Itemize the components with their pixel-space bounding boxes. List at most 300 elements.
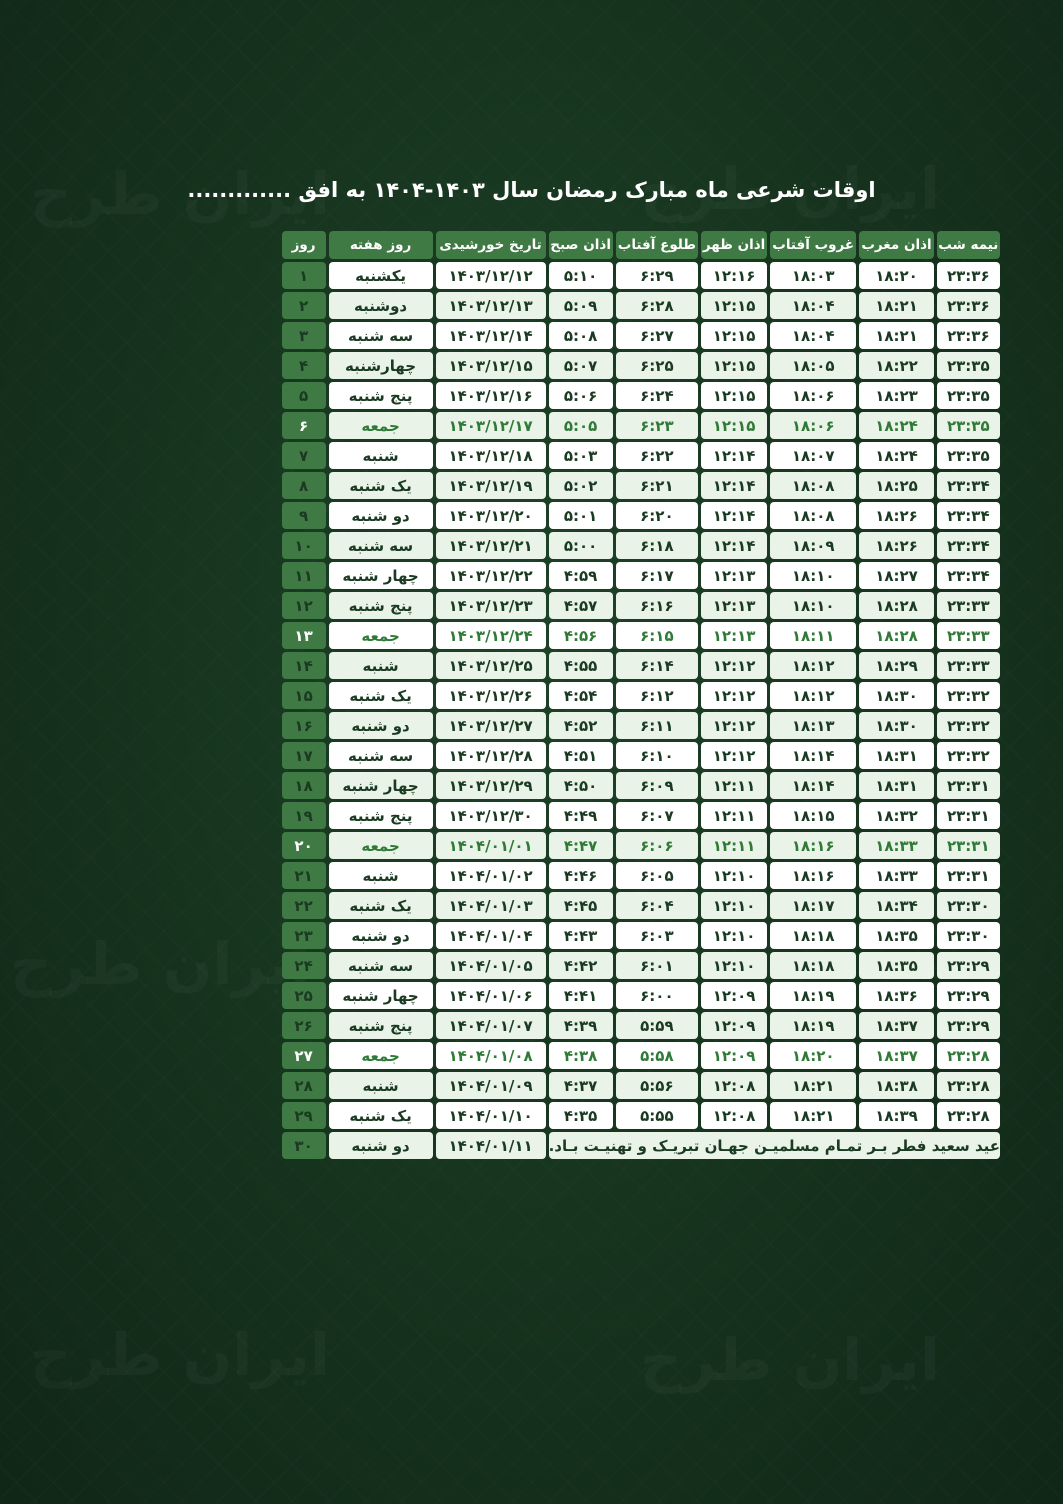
- cell-fajr: ۴:۴۳: [549, 922, 613, 949]
- cell-sunset: ۱۸:۲۱: [770, 1102, 856, 1129]
- cell-day-number: ۲۳: [282, 922, 326, 949]
- cell-sunrise: ۶:۲۸: [616, 292, 699, 319]
- cell-solar-date: ۱۴۰۳/۱۲/۱۴: [436, 322, 546, 349]
- cell-solar-date: ۱۴۰۳/۱۲/۲۵: [436, 652, 546, 679]
- cell-midnight: ۲۳:۳۳: [937, 622, 1000, 649]
- cell-solar-date: ۱۴۰۳/۱۲/۱۲: [436, 262, 546, 289]
- cell-solar-date: ۱۴۰۴/۰۱/۰۲: [436, 862, 546, 889]
- cell-weekday: سه شنبه: [329, 742, 433, 769]
- cell-maghrib: ۱۸:۳۲: [859, 802, 933, 829]
- cell-sunrise: ۶:۱۴: [616, 652, 699, 679]
- cell-midnight: ۲۳:۲۹: [937, 952, 1000, 979]
- cell-maghrib: ۱۸:۲۶: [859, 502, 933, 529]
- cell-dhuhr: ۱۲:۱۰: [701, 862, 767, 889]
- table-row: [282, 412, 1000, 439]
- cell-sunrise: ۵:۵۹: [616, 1012, 699, 1039]
- cell-sunrise: ۶:۱۵: [616, 622, 699, 649]
- cell-midnight: ۲۳:۳۴: [937, 562, 1000, 589]
- column-header-maghrib: اذان مغرب: [859, 231, 933, 259]
- cell-maghrib: ۱۸:۲۳: [859, 382, 933, 409]
- cell-weekday: دو شنبه: [329, 502, 433, 529]
- cell-dhuhr: ۱۲:۱۲: [701, 742, 767, 769]
- cell-dhuhr: ۱۲:۱۲: [701, 682, 767, 709]
- column-header-fajr: اذان صبح: [549, 231, 613, 259]
- cell-fajr: ۴:۳۷: [549, 1072, 613, 1099]
- cell-sunset: ۱۸:۱۹: [770, 982, 856, 1009]
- cell-day-number: ۱۲: [282, 592, 326, 619]
- cell-solar-date: ۱۴۰۳/۱۲/۱۶: [436, 382, 546, 409]
- table-row: [282, 1132, 1000, 1159]
- cell-midnight: ۲۳:۳۳: [937, 592, 1000, 619]
- cell-dhuhr: ۱۲:۰۸: [701, 1072, 767, 1099]
- cell-weekday: یک شنبه: [329, 682, 433, 709]
- cell-day-number: ۱۱: [282, 562, 326, 589]
- cell-weekday: چهار شنبه: [329, 772, 433, 799]
- cell-solar-date: ۱۴۰۳/۱۲/۲۷: [436, 712, 546, 739]
- cell-fajr: ۴:۳۹: [549, 1012, 613, 1039]
- cell-fajr: ۴:۴۷: [549, 832, 613, 859]
- cell-sunset: ۱۸:۱۶: [770, 832, 856, 859]
- cell-maghrib: ۱۸:۳۶: [859, 982, 933, 1009]
- cell-maghrib: ۱۸:۲۰: [859, 262, 933, 289]
- cell-fajr: ۵:۰۲: [549, 472, 613, 499]
- cell-weekday: یک شنبه: [329, 1102, 433, 1129]
- table-row: [282, 682, 1000, 709]
- cell-solar-date: ۱۴۰۳/۱۲/۱۸: [436, 442, 546, 469]
- cell-dhuhr: ۱۲:۱۴: [701, 502, 767, 529]
- cell-day-number: ۱: [282, 262, 326, 289]
- cell-solar-date: ۱۴۰۳/۱۲/۱۷: [436, 412, 546, 439]
- cell-day-number: ۲۷: [282, 1042, 326, 1069]
- cell-midnight: ۲۳:۳۱: [937, 832, 1000, 859]
- cell-weekday: جمعه: [329, 832, 433, 859]
- cell-sunrise: ۵:۵۶: [616, 1072, 699, 1099]
- cell-midnight: ۲۳:۳۲: [937, 712, 1000, 739]
- cell-maghrib: ۱۸:۲۵: [859, 472, 933, 499]
- cell-day-number: ۱۵: [282, 682, 326, 709]
- cell-day-number: ۳: [282, 322, 326, 349]
- cell-maghrib: ۱۸:۲۸: [859, 592, 933, 619]
- cell-dhuhr: ۱۲:۱۳: [701, 622, 767, 649]
- cell-sunset: ۱۸:۱۶: [770, 862, 856, 889]
- cell-dhuhr: ۱۲:۱۵: [701, 412, 767, 439]
- cell-sunrise: ۶:۰۱: [616, 952, 699, 979]
- cell-fajr: ۴:۳۸: [549, 1042, 613, 1069]
- cell-sunset: ۱۸:۰۷: [770, 442, 856, 469]
- cell-sunset: ۱۸:۰۴: [770, 322, 856, 349]
- cell-sunrise: ۶:۱۸: [616, 532, 699, 559]
- cell-solar-date: ۱۴۰۴/۰۱/۰۴: [436, 922, 546, 949]
- cell-weekday: چهار شنبه: [329, 982, 433, 1009]
- column-header-sunrise: طلوع آفتاب: [616, 231, 699, 259]
- cell-solar-date: ۱۴۰۴/۰۱/۱۰: [436, 1102, 546, 1129]
- cell-midnight: ۲۳:۳۰: [937, 922, 1000, 949]
- watermark-text: [10, 930, 310, 998]
- cell-dhuhr: ۱۲:۰۹: [701, 1012, 767, 1039]
- cell-day-number: ۲۱: [282, 862, 326, 889]
- cell-solar-date: ۱۴۰۴/۰۱/۰۳: [436, 892, 546, 919]
- cell-fajr: ۴:۵۷: [549, 592, 613, 619]
- cell-sunrise: ۶:۲۹: [616, 262, 699, 289]
- cell-weekday: سه شنبه: [329, 952, 433, 979]
- cell-fajr: ۴:۴۶: [549, 862, 613, 889]
- table-row: [282, 922, 1000, 949]
- cell-weekday: دو شنبه: [329, 712, 433, 739]
- cell-fajr: ۴:۴۹: [549, 802, 613, 829]
- cell-fajr: ۵:۰۵: [549, 412, 613, 439]
- cell-maghrib: ۱۸:۳۷: [859, 1042, 933, 1069]
- table-header-row: [282, 231, 1000, 259]
- cell-maghrib: ۱۸:۳۳: [859, 862, 933, 889]
- table-row: [282, 622, 1000, 649]
- cell-maghrib: ۱۸:۲۹: [859, 652, 933, 679]
- cell-fajr: ۵:۱۰: [549, 262, 613, 289]
- cell-dhuhr: ۱۲:۱۲: [701, 712, 767, 739]
- cell-sunset: ۱۸:۱۴: [770, 772, 856, 799]
- cell-fajr: ۴:۵۹: [549, 562, 613, 589]
- cell-dhuhr: ۱۲:۱۰: [701, 952, 767, 979]
- cell-fajr: ۴:۳۵: [549, 1102, 613, 1129]
- cell-fajr: ۵:۰۶: [549, 382, 613, 409]
- table-row: [282, 652, 1000, 679]
- cell-dhuhr: ۱۲:۱۲: [701, 652, 767, 679]
- cell-dhuhr: ۱۲:۱۴: [701, 532, 767, 559]
- cell-midnight: ۲۳:۳۶: [937, 322, 1000, 349]
- cell-maghrib: ۱۸:۳۵: [859, 922, 933, 949]
- cell-maghrib: ۱۸:۲۴: [859, 442, 933, 469]
- cell-sunset: ۱۸:۰۸: [770, 502, 856, 529]
- cell-fajr: ۵:۰۰: [549, 532, 613, 559]
- cell-midnight: ۲۳:۲۹: [937, 982, 1000, 1009]
- cell-midnight: ۲۳:۳۲: [937, 742, 1000, 769]
- table-row: [282, 952, 1000, 979]
- table-row: [282, 712, 1000, 739]
- cell-weekday: سه شنبه: [329, 322, 433, 349]
- cell-day-number: ۸: [282, 472, 326, 499]
- cell-sunrise: ۶:۰۳: [616, 922, 699, 949]
- cell-sunset: ۱۸:۰۹: [770, 532, 856, 559]
- cell-day-number: ۱۳: [282, 622, 326, 649]
- cell-sunset: ۱۸:۱۸: [770, 922, 856, 949]
- cell-maghrib: ۱۸:۳۴: [859, 892, 933, 919]
- table-row: [282, 832, 1000, 859]
- table-body: [282, 262, 1000, 1159]
- cell-sunset: ۱۸:۲۰: [770, 1042, 856, 1069]
- cell-day-number: ۲۴: [282, 952, 326, 979]
- cell-dhuhr: ۱۲:۱۳: [701, 562, 767, 589]
- cell-sunset: ۱۸:۰۸: [770, 472, 856, 499]
- table-row: [282, 772, 1000, 799]
- cell-weekday: شنبه: [329, 862, 433, 889]
- cell-dhuhr: ۱۲:۱۱: [701, 772, 767, 799]
- cell-fajr: ۴:۴۱: [549, 982, 613, 1009]
- cell-fajr: ۵:۰۸: [549, 322, 613, 349]
- cell-day-number: ۹: [282, 502, 326, 529]
- cell-dhuhr: ۱۲:۱۴: [701, 442, 767, 469]
- cell-fajr: ۵:۰۷: [549, 352, 613, 379]
- cell-weekday: شنبه: [329, 442, 433, 469]
- cell-sunrise: ۶:۱۷: [616, 562, 699, 589]
- cell-maghrib: ۱۸:۳۸: [859, 1072, 933, 1099]
- cell-solar-date: ۱۴۰۳/۱۲/۲۶: [436, 682, 546, 709]
- cell-maghrib: ۱۸:۲۶: [859, 532, 933, 559]
- cell-maghrib: ۱۸:۳۰: [859, 682, 933, 709]
- cell-midnight: ۲۳:۳۶: [937, 292, 1000, 319]
- cell-sunrise: ۶:۰۹: [616, 772, 699, 799]
- cell-dhuhr: ۱۲:۱۱: [701, 832, 767, 859]
- cell-solar-date: ۱۴۰۴/۰۱/۰۱: [436, 832, 546, 859]
- cell-midnight: ۲۳:۳۴: [937, 532, 1000, 559]
- cell-fajr: ۵:۰۱: [549, 502, 613, 529]
- cell-fajr: ۴:۵۱: [549, 742, 613, 769]
- cell-maghrib: ۱۸:۲۴: [859, 412, 933, 439]
- table-row: [282, 742, 1000, 769]
- cell-sunrise: ۶:۰۷: [616, 802, 699, 829]
- cell-solar-date: ۱۴۰۳/۱۲/۲۹: [436, 772, 546, 799]
- cell-day-number: ۲۸: [282, 1072, 326, 1099]
- table-row: [282, 532, 1000, 559]
- cell-solar-date: ۱۴۰۴/۰۱/۰۷: [436, 1012, 546, 1039]
- column-header-day: روز: [282, 231, 326, 259]
- eid-message-cell: عید سعید فطر بـر تمـام مسلمیـن جهـان تبریـک و تهنیـت بـاد.: [549, 1132, 1000, 1159]
- cell-fajr: ۵:۰۳: [549, 442, 613, 469]
- table-row: [282, 982, 1000, 1009]
- cell-dhuhr: ۱۲:۱۵: [701, 382, 767, 409]
- cell-sunset: ۱۸:۰۶: [770, 382, 856, 409]
- cell-fajr: ۴:۴۲: [549, 952, 613, 979]
- cell-weekday: یکشنبه: [329, 262, 433, 289]
- table-row: [282, 442, 1000, 469]
- cell-sunset: ۱۸:۰۶: [770, 412, 856, 439]
- cell-solar-date: ۱۴۰۳/۱۲/۲۴: [436, 622, 546, 649]
- cell-weekday: جمعه: [329, 1042, 433, 1069]
- cell-fajr: ۴:۵۲: [549, 712, 613, 739]
- cell-midnight: ۲۳:۳۶: [937, 262, 1000, 289]
- cell-maghrib: ۱۸:۲۲: [859, 352, 933, 379]
- cell-solar-date: ۱۴۰۳/۱۲/۳۰: [436, 802, 546, 829]
- cell-dhuhr: ۱۲:۰۹: [701, 982, 767, 1009]
- cell-solar-date: ۱۴۰۳/۱۲/۲۰: [436, 502, 546, 529]
- cell-day-number: ۲: [282, 292, 326, 319]
- cell-sunrise: ۶:۲۵: [616, 352, 699, 379]
- cell-solar-date: ۱۴۰۴/۰۱/۱۱: [436, 1132, 546, 1159]
- cell-day-number: ۳۰: [282, 1132, 326, 1159]
- cell-sunset: ۱۸:۱۲: [770, 652, 856, 679]
- cell-weekday: دوشنبه: [329, 292, 433, 319]
- cell-day-number: ۲۵: [282, 982, 326, 1009]
- cell-weekday: شنبه: [329, 652, 433, 679]
- cell-midnight: ۲۳:۲۸: [937, 1072, 1000, 1099]
- cell-sunrise: ۶:۰۵: [616, 862, 699, 889]
- cell-dhuhr: ۱۲:۰۸: [701, 1102, 767, 1129]
- cell-maghrib: ۱۸:۳۹: [859, 1102, 933, 1129]
- cell-sunset: ۱۸:۱۳: [770, 712, 856, 739]
- cell-dhuhr: ۱۲:۱۱: [701, 802, 767, 829]
- table-row: [282, 1042, 1000, 1069]
- cell-dhuhr: ۱۲:۰۹: [701, 1042, 767, 1069]
- cell-maghrib: ۱۸:۳۷: [859, 1012, 933, 1039]
- table-row: [282, 562, 1000, 589]
- cell-day-number: ۲۲: [282, 892, 326, 919]
- table-row: [282, 502, 1000, 529]
- cell-solar-date: ۱۴۰۳/۱۲/۱۹: [436, 472, 546, 499]
- watermark-text: [640, 1326, 940, 1394]
- cell-maghrib: ۱۸:۲۸: [859, 622, 933, 649]
- cell-day-number: ۴: [282, 352, 326, 379]
- cell-sunset: ۱۸:۱۰: [770, 562, 856, 589]
- cell-day-number: ۷: [282, 442, 326, 469]
- cell-midnight: ۲۳:۳۳: [937, 652, 1000, 679]
- column-header-dhuhr: اذان ظهر: [701, 231, 767, 259]
- cell-dhuhr: ۱۲:۱۵: [701, 352, 767, 379]
- cell-dhuhr: ۱۲:۱۵: [701, 292, 767, 319]
- column-header-sunset: غروب آفتاب: [770, 231, 856, 259]
- table-row: [282, 802, 1000, 829]
- cell-sunrise: ۵:۵۵: [616, 1102, 699, 1129]
- cell-fajr: ۵:۰۹: [549, 292, 613, 319]
- cell-solar-date: ۱۴۰۴/۰۱/۰۸: [436, 1042, 546, 1069]
- cell-weekday: یک شنبه: [329, 472, 433, 499]
- cell-day-number: ۱۴: [282, 652, 326, 679]
- watermark-text: [30, 1321, 330, 1389]
- page-title: اوقات شرعی ماه مبارک رمضان سال ۱۴۰۳-۱۴۰۴ به افق .............: [187, 178, 876, 202]
- column-header-midnight: نیمه شب: [937, 231, 1000, 259]
- cell-maghrib: ۱۸:۲۱: [859, 322, 933, 349]
- cell-sunrise: ۶:۰۴: [616, 892, 699, 919]
- cell-midnight: ۲۳:۳۵: [937, 382, 1000, 409]
- cell-day-number: ۱۷: [282, 742, 326, 769]
- cell-midnight: ۲۳:۳۲: [937, 682, 1000, 709]
- cell-day-number: ۱۸: [282, 772, 326, 799]
- cell-weekday: جمعه: [329, 412, 433, 439]
- cell-solar-date: ۱۴۰۳/۱۲/۲۸: [436, 742, 546, 769]
- cell-weekday: دو شنبه: [329, 922, 433, 949]
- cell-sunset: ۱۸:۲۱: [770, 1072, 856, 1099]
- cell-sunset: ۱۸:۱۰: [770, 592, 856, 619]
- cell-solar-date: ۱۴۰۳/۱۲/۱۵: [436, 352, 546, 379]
- cell-weekday: جمعه: [329, 622, 433, 649]
- cell-day-number: ۱۰: [282, 532, 326, 559]
- cell-sunrise: ۶:۲۳: [616, 412, 699, 439]
- cell-weekday: یک شنبه: [329, 892, 433, 919]
- cell-maghrib: ۱۸:۳۳: [859, 832, 933, 859]
- cell-midnight: ۲۳:۳۱: [937, 802, 1000, 829]
- cell-sunrise: ۶:۱۱: [616, 712, 699, 739]
- cell-sunrise: ۶:۱۰: [616, 742, 699, 769]
- cell-sunset: ۱۸:۱۹: [770, 1012, 856, 1039]
- cell-day-number: ۱۶: [282, 712, 326, 739]
- cell-midnight: ۲۳:۲۹: [937, 1012, 1000, 1039]
- table-row: [282, 262, 1000, 289]
- cell-weekday: شنبه: [329, 1072, 433, 1099]
- cell-fajr: ۴:۵۶: [549, 622, 613, 649]
- cell-day-number: ۶: [282, 412, 326, 439]
- cell-sunrise: ۶:۱۶: [616, 592, 699, 619]
- table-row: [282, 292, 1000, 319]
- cell-sunrise: ۶:۲۷: [616, 322, 699, 349]
- cell-solar-date: ۱۴۰۴/۰۱/۰۹: [436, 1072, 546, 1099]
- cell-weekday: دو شنبه: [329, 1132, 433, 1159]
- cell-weekday: چهار شنبه: [329, 562, 433, 589]
- cell-fajr: ۴:۵۵: [549, 652, 613, 679]
- cell-solar-date: ۱۴۰۳/۱۲/۲۲: [436, 562, 546, 589]
- cell-dhuhr: ۱۲:۱۳: [701, 592, 767, 619]
- cell-midnight: ۲۳:۳۴: [937, 472, 1000, 499]
- cell-weekday: پنج شنبه: [329, 1012, 433, 1039]
- cell-midnight: ۲۳:۳۱: [937, 772, 1000, 799]
- cell-sunrise: ۶:۲۰: [616, 502, 699, 529]
- cell-solar-date: ۱۴۰۳/۱۲/۲۱: [436, 532, 546, 559]
- cell-day-number: ۲۶: [282, 1012, 326, 1039]
- table-row: [282, 352, 1000, 379]
- cell-midnight: ۲۳:۳۵: [937, 352, 1000, 379]
- table-row: [282, 592, 1000, 619]
- cell-sunrise: ۶:۲۱: [616, 472, 699, 499]
- cell-sunset: ۱۸:۰۳: [770, 262, 856, 289]
- cell-maghrib: ۱۸:۳۵: [859, 952, 933, 979]
- cell-dhuhr: ۱۲:۱۵: [701, 322, 767, 349]
- cell-midnight: ۲۳:۲۸: [937, 1042, 1000, 1069]
- table-row: [282, 1012, 1000, 1039]
- cell-day-number: ۲۰: [282, 832, 326, 859]
- cell-maghrib: ۱۸:۳۱: [859, 742, 933, 769]
- cell-midnight: ۲۳:۲۸: [937, 1102, 1000, 1129]
- cell-midnight: ۲۳:۳۵: [937, 412, 1000, 439]
- cell-dhuhr: ۱۲:۱۰: [701, 922, 767, 949]
- cell-dhuhr: ۱۲:۱۰: [701, 892, 767, 919]
- cell-dhuhr: ۱۲:۱۶: [701, 262, 767, 289]
- cell-sunrise: ۶:۰۰: [616, 982, 699, 1009]
- cell-sunrise: ۶:۲۲: [616, 442, 699, 469]
- cell-day-number: ۲۹: [282, 1102, 326, 1129]
- cell-solar-date: ۱۴۰۴/۰۱/۰۶: [436, 982, 546, 1009]
- cell-sunset: ۱۸:۱۱: [770, 622, 856, 649]
- cell-sunset: ۱۸:۱۷: [770, 892, 856, 919]
- cell-sunset: ۱۸:۱۸: [770, 952, 856, 979]
- cell-solar-date: ۱۴۰۴/۰۱/۰۵: [436, 952, 546, 979]
- column-header-weekday: روز هفته: [329, 231, 433, 259]
- cell-weekday: پنج شنبه: [329, 592, 433, 619]
- cell-fajr: ۴:۵۰: [549, 772, 613, 799]
- cell-day-number: ۱۹: [282, 802, 326, 829]
- cell-sunset: ۱۸:۰۵: [770, 352, 856, 379]
- table-row: [282, 322, 1000, 349]
- table-row: [282, 892, 1000, 919]
- cell-solar-date: ۱۴۰۳/۱۲/۲۳: [436, 592, 546, 619]
- cell-solar-date: ۱۴۰۳/۱۲/۱۳: [436, 292, 546, 319]
- cell-fajr: ۴:۵۴: [549, 682, 613, 709]
- cell-weekday: پنج شنبه: [329, 802, 433, 829]
- table-row: [282, 1102, 1000, 1129]
- cell-weekday: پنج شنبه: [329, 382, 433, 409]
- ramadan-schedule-table: [279, 228, 1003, 1162]
- cell-sunset: ۱۸:۱۲: [770, 682, 856, 709]
- cell-maghrib: ۱۸:۲۷: [859, 562, 933, 589]
- cell-weekday: چهارشنبه: [329, 352, 433, 379]
- column-header-solar-date: تاریخ خورشیدی: [436, 231, 546, 259]
- cell-sunrise: ۶:۰۶: [616, 832, 699, 859]
- cell-maghrib: ۱۸:۳۱: [859, 772, 933, 799]
- cell-midnight: ۲۳:۳۱: [937, 862, 1000, 889]
- cell-maghrib: ۱۸:۲۱: [859, 292, 933, 319]
- cell-day-number: ۵: [282, 382, 326, 409]
- cell-midnight: ۲۳:۳۵: [937, 442, 1000, 469]
- table-row: [282, 1072, 1000, 1099]
- cell-sunset: ۱۸:۰۴: [770, 292, 856, 319]
- table-row: [282, 472, 1000, 499]
- table-row: [282, 862, 1000, 889]
- cell-sunrise: ۶:۲۴: [616, 382, 699, 409]
